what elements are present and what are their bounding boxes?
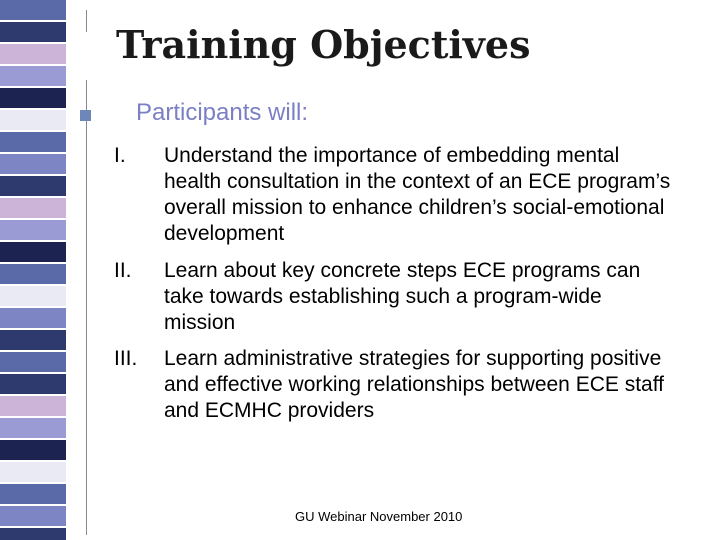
stripe-block bbox=[0, 0, 66, 20]
stripe-block bbox=[0, 264, 66, 284]
decorative-vertical-line-top bbox=[86, 10, 87, 32]
stripe-block bbox=[0, 528, 66, 540]
stripe-block bbox=[0, 462, 66, 482]
objective-text: Understand the importance of embedding mental health consultation in the context of an ECE program’s overall mission to enhance children’s social-emotional development bbox=[164, 144, 671, 245]
objective-text: Learn administrative strategies for supporting positive and effective working relationships between ECE staff and ECMHC providers bbox=[164, 347, 665, 422]
stripe-block bbox=[0, 66, 66, 86]
stripe-block bbox=[0, 22, 66, 42]
slide-title: Training Objectives bbox=[116, 22, 531, 67]
decorative-vertical-line bbox=[86, 80, 87, 535]
objective-text: Learn about key concrete steps ECE programs can take towards establishing such a program-wide mission bbox=[164, 259, 641, 334]
stripe-block bbox=[0, 352, 66, 372]
objective-numeral: II. bbox=[114, 259, 132, 282]
objective-numeral: I. bbox=[114, 144, 126, 167]
stripe-block bbox=[0, 484, 66, 504]
stripe-block bbox=[0, 330, 66, 350]
stripe-block bbox=[0, 418, 66, 438]
stripe-block bbox=[0, 154, 66, 174]
stripe-block bbox=[0, 506, 66, 526]
footer-text: GU Webinar November 2010 bbox=[295, 509, 463, 524]
stripe-block bbox=[0, 308, 66, 328]
objective-numeral: III. bbox=[114, 347, 138, 370]
stripe-block bbox=[0, 396, 66, 416]
stripe-block bbox=[0, 242, 66, 262]
stripe-block bbox=[0, 88, 66, 108]
stripe-block bbox=[0, 176, 66, 196]
stripe-block bbox=[0, 110, 66, 130]
stripe-block bbox=[0, 440, 66, 460]
stripe-block bbox=[0, 132, 66, 152]
stripe-block bbox=[0, 220, 66, 240]
stripe-block bbox=[0, 198, 66, 218]
stripe-block bbox=[0, 44, 66, 64]
stripe-block bbox=[0, 374, 66, 394]
stripe-block bbox=[0, 286, 66, 306]
decorative-stripe-sidebar bbox=[0, 0, 66, 540]
intro-text: Participants will: bbox=[136, 99, 309, 126]
square-bullet-icon bbox=[80, 110, 91, 121]
